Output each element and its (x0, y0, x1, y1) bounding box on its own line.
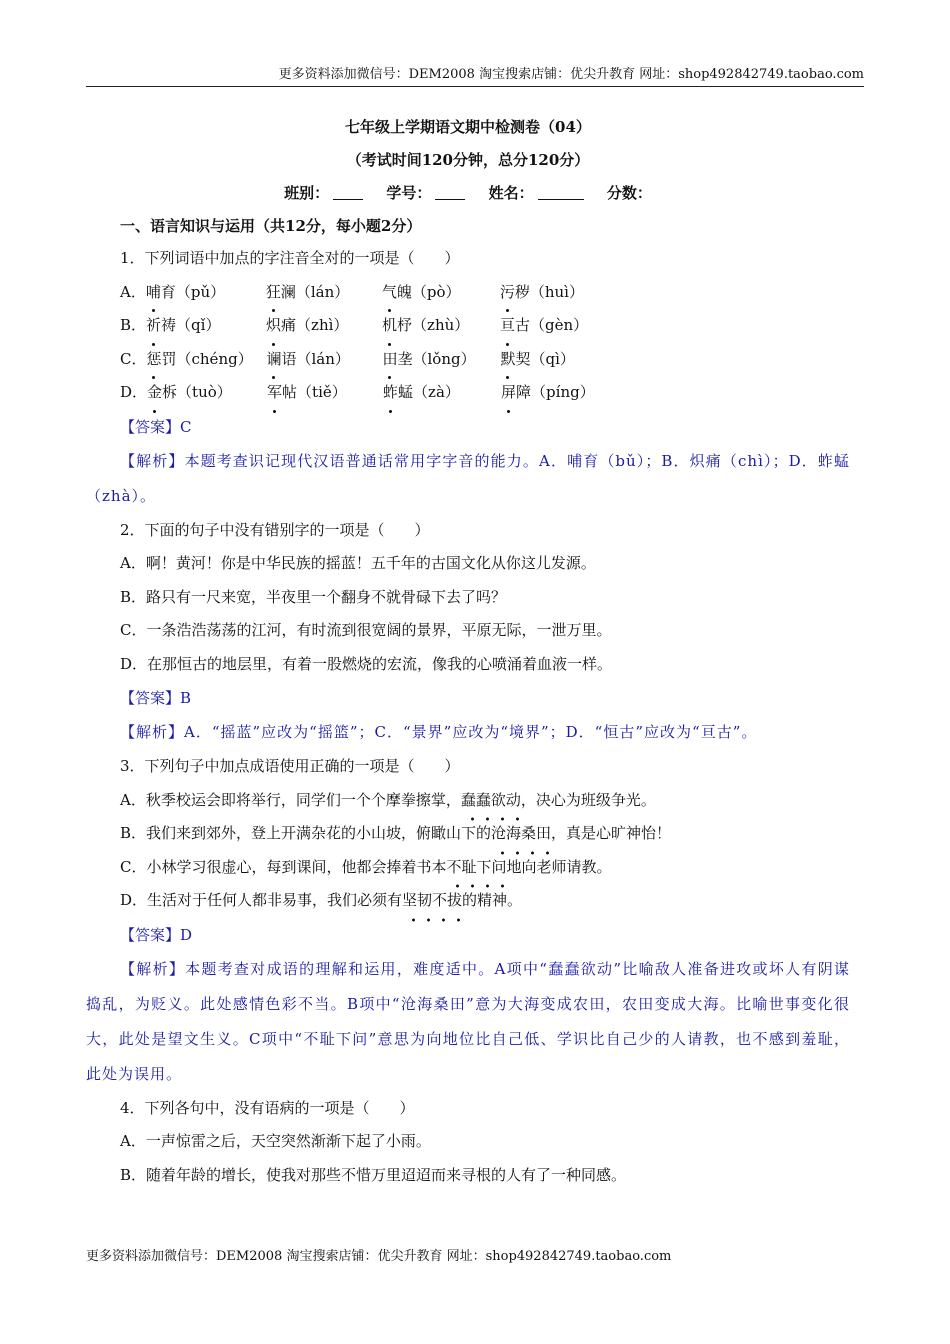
option-text: A．秋季校运会即将举行，同学们一个个摩拳擦掌， (120, 790, 461, 809)
term-rest: 语（lán） (281, 349, 350, 368)
term-rest: 魄（pò） (396, 282, 461, 301)
option-letter: B． (120, 316, 147, 334)
term-rest: 杼（zhù） (397, 316, 470, 334)
dotted-char: 哺 (146, 276, 161, 310)
question-2-option-b: B．路只有一尺来宽，半夜里一个翻身不就骨碌下去了吗？ (120, 587, 507, 606)
question-2-option-c: C．一条浩浩荡荡的江河，有时流到很宽阔的景界，平原无际，一泄万里。 (120, 621, 612, 639)
dotted-char: 机 (382, 309, 397, 343)
exam-subtitle: （考试时间120分钟，总分120分） (346, 151, 590, 169)
option-term (382, 343, 500, 377)
exam-content (86, 110, 850, 1192)
question-1-option-a (86, 276, 850, 310)
question-1-options (86, 276, 850, 410)
question-1-analysis: 【解析】本题考查识记现代汉语普通话常用字字音的能力。A．哺育（bǔ）；B．炽痛（chì）；D．蚱蜢（zhà）。 (86, 451, 850, 505)
question-2-option-a: A．啊！黄河！你是中华民族的摇蓝！五千年的古国文化从你这儿发源。 (120, 554, 596, 572)
dotted-char: 祈 (146, 309, 161, 343)
option-text: C．小林学习很虚心，每到课间，他都会捧着书本 (120, 857, 447, 876)
question-4-option-a: A．一声惊雷之后，天空突然渐渐下起了小雨。 (120, 1132, 431, 1150)
question-3-option-d (86, 884, 850, 918)
question-2-answer: 【答案】B (120, 689, 192, 707)
option-term (500, 343, 610, 377)
option-term (500, 309, 610, 343)
option-term (147, 376, 267, 410)
option-text: ，决心为班级争光。 (520, 790, 656, 809)
option-term (382, 276, 500, 310)
term-rest: 痛（zhì） (281, 316, 349, 334)
question-2-analysis: 【解析】A．“摇蓝”应改为“摇篮”；C．“景界”应改为“境界”；D．“恒古”应改为“亘古”。 (120, 723, 758, 741)
dotted-idiom: 沧海桑田 (491, 817, 551, 851)
name-blank[interactable] (538, 185, 584, 200)
term-rest: 古（gèn） (515, 316, 589, 334)
student-no-label: 学号： (386, 184, 432, 202)
question-1-answer: 【答案】C (120, 417, 192, 436)
question-1-stem: 1．下列词语中加点的字注音全对的一项是（ ） (120, 249, 460, 267)
term-rest: 罚（chéng） (161, 349, 253, 368)
dotted-char: 默 (500, 343, 515, 377)
term-rest: 澜（lán） (280, 282, 350, 301)
section-title: 一、语言知识与运用（共12分，每小题2分） (120, 217, 422, 235)
question-1-option-c (86, 343, 850, 377)
option-term (501, 376, 611, 410)
dotted-char: 蚱 (383, 376, 398, 410)
option-term (266, 309, 382, 343)
option-term (267, 376, 383, 410)
term-rest: 障（píng） (516, 383, 595, 401)
page-footer: 更多资料添加微信号：DEM2008 淘宝搜索店铺：优尖升教育 网址：shop492842749.taobao.com (86, 1249, 672, 1264)
dotted-char: 气 (382, 276, 397, 310)
option-term (146, 309, 266, 343)
dotted-char: 亘 (500, 309, 515, 343)
term-rest: 契（qì） (515, 349, 575, 368)
dotted-idiom: 蠢蠢欲动 (461, 784, 521, 818)
question-2-stem: 2．下面的句子中没有错别字的一项是（ ） (120, 520, 430, 539)
student-no-blank[interactable] (435, 185, 465, 200)
question-1-option-d (86, 376, 850, 410)
term-rest: 祷（qǐ） (161, 316, 221, 334)
score-label: 分数： (606, 184, 652, 202)
class-blank[interactable] (333, 185, 363, 200)
term-rest: 秽（huì） (514, 282, 584, 301)
question-4-option-b: B．随着年龄的增长，使我对那些不惜万里迢迢而来寻根的人有了一种同感。 (120, 1165, 627, 1184)
option-letter: A． (120, 282, 146, 301)
option-text: D．生活对于任何人都非易事，我们必须有 (120, 891, 403, 909)
term-rest: 帖（tiě） (282, 383, 347, 401)
option-term (266, 343, 382, 377)
dotted-char: 谰 (266, 343, 281, 377)
option-letter: C． (120, 349, 147, 368)
dotted-idiom: 坚韧不拔 (402, 884, 462, 918)
question-2-option-d: D．在那恒古的地层里，有着一股燃烧的宏流，像我的心喷涌着血液一样。 (120, 654, 613, 673)
question-4-stem: 4．下列各句中，没有语病的一项是（ ） (120, 1098, 415, 1117)
question-3-analysis: 【解析】本题考查对成语的理解和运用，难度适中。A项中“蠢蠢欲动”比喻敌人准备进攻或坏人有阴谋捣乱，为贬义。此处感情色彩不当。B项中“沧海桑田”意为大海变成农田，农田变成大海。比喻世事变化很大，此处是望文生义。C项中“不耻下问”意思为向地位比自己低、学识比自己少的人请教，也不感到羞耻，此处为误用。 (86, 959, 850, 1083)
question-3-stem: 3．下列句子中加点成语使用正确的一项是（ ） (120, 757, 460, 775)
term-rest: 垄（lǒng） (397, 349, 476, 368)
option-term (146, 343, 266, 377)
dotted-char: 军 (267, 376, 282, 410)
dotted-idiom: 不耻下问 (446, 851, 506, 885)
option-text: ，真是心旷神怡！ (551, 824, 672, 842)
question-3-answer: 【答案】D (120, 925, 193, 944)
option-term (383, 376, 501, 410)
question-3-option-c (86, 851, 850, 885)
page-header: 更多资料添加微信号：DEM2008 淘宝搜索店铺：优尖升教育 网址：shop492842749.taobao.com (86, 64, 864, 87)
question-3-option-a (86, 784, 850, 818)
exam-title: 七年级上学期语文期中检测卷（04） (345, 118, 591, 136)
option-text: 地向老师请教。 (506, 857, 612, 876)
option-term (382, 309, 500, 343)
class-label: 班别： (284, 184, 330, 202)
option-text: B．我们来到郊外，登上开满杂花的小山坡，俯瞰山下的 (120, 824, 492, 842)
option-term (266, 276, 382, 310)
name-label: 姓名： (488, 184, 534, 202)
dotted-char: 狂 (266, 276, 281, 310)
student-info-line (86, 176, 850, 210)
term-rest: 育（pǔ） (160, 282, 226, 301)
option-text: 的精神。 (462, 891, 523, 909)
option-term (500, 276, 610, 310)
dotted-char: 污 (500, 276, 515, 310)
dotted-char: 田 (382, 343, 397, 377)
option-letter: D． (120, 383, 148, 401)
question-1-option-b (86, 309, 850, 343)
term-rest: 柝（tuò） (162, 383, 232, 401)
dotted-char: 金 (147, 376, 162, 410)
question-3-option-b (86, 817, 850, 851)
dotted-char: 屏 (501, 376, 516, 410)
term-rest: 蜢（zà） (398, 383, 460, 401)
dotted-char: 炽 (266, 309, 281, 343)
option-term (146, 276, 266, 310)
dotted-char: 惩 (146, 343, 161, 377)
